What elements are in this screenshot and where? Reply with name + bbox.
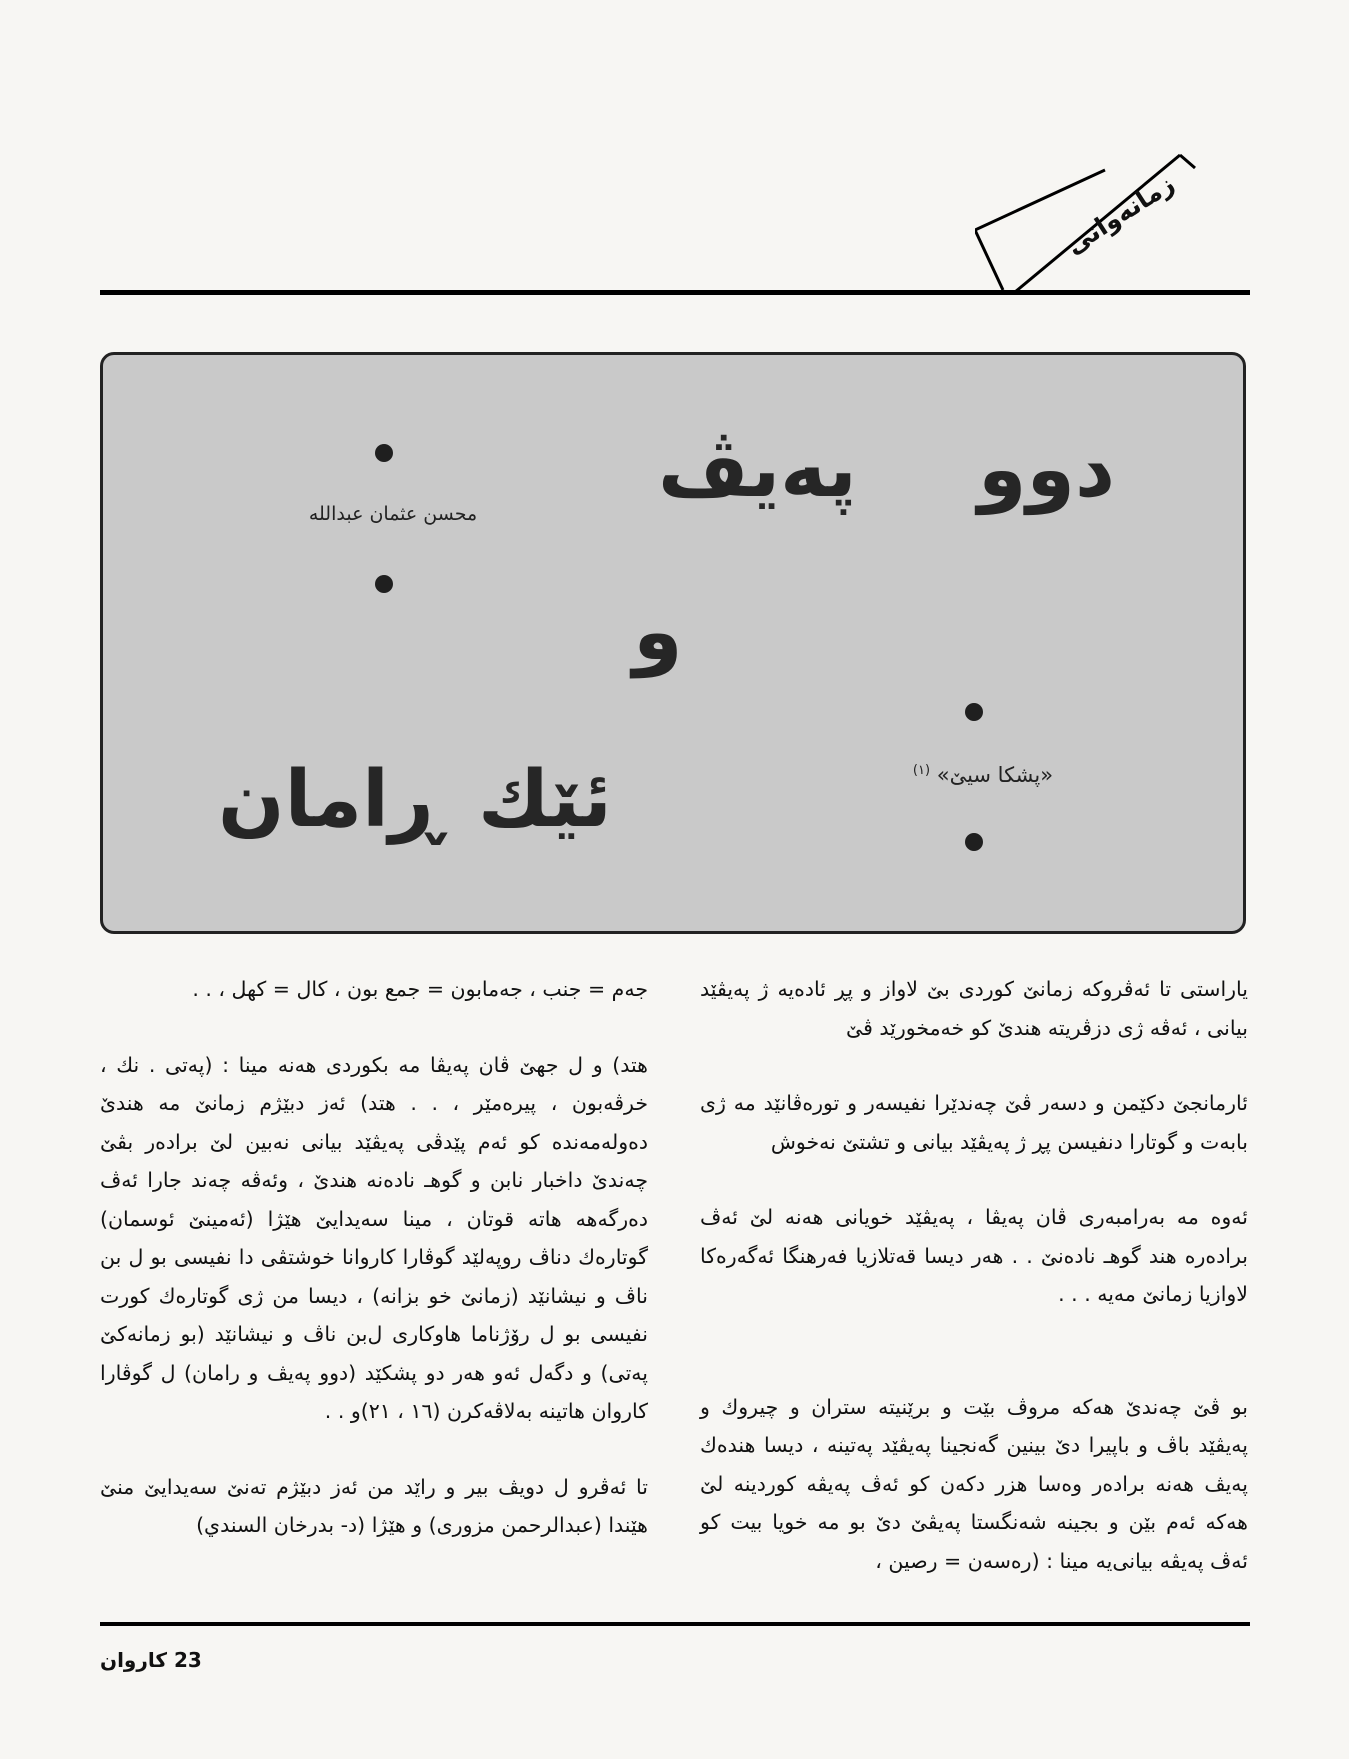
page-number: 23 bbox=[173, 1648, 202, 1672]
title-conjunction: و bbox=[633, 585, 683, 678]
series-part-note bbox=[893, 763, 1073, 787]
title-word-2: پەیڤ bbox=[658, 425, 857, 515]
body-column-left bbox=[100, 970, 648, 1582]
title-word-3: ئێك bbox=[478, 755, 612, 845]
title-word-1: دوو bbox=[978, 425, 1115, 515]
section-tag bbox=[975, 150, 1255, 295]
footnote-mark: (١) bbox=[912, 763, 931, 778]
title-word-4: ڕامان bbox=[218, 755, 443, 845]
section-label: زمانەوانی bbox=[1060, 168, 1180, 261]
bullet-dot bbox=[375, 444, 393, 462]
top-rule bbox=[100, 290, 1250, 295]
paragraph: بو ڤێ چەندێ هەکە مروڤ بێت و برێنیتە ستران و چیروك و پەیڤێد باڤ و باپیرا دێ بینین گەنجینا پەیڤێد پەتینە ، دیسا هندەك پەیڤ هەنە برادەر وەسا هزر دکەن کو ئەڤ پەیڤە کوردینە لێ هەکە ئەم بێن و بجینە شەنگستا پەیڤێ دێ بو مە خویا بیت کو ئەڤ پەیڤە بیانی‌یە مینا : (رەسەن = رصین ، bbox=[700, 1394, 1248, 1573]
bullet-dot bbox=[965, 703, 983, 721]
paragraph: یاراستی تا ئەڤروکە زمانێ کوردی بێ لاواز و پڕ ئادەیە ژ پەیڤێد بیانی ، ئەڤە ژی دزڤریتە هندێ کو خەمخورێد ڤێ bbox=[700, 977, 1248, 1040]
author-name: محسن عثمان عبدالله bbox=[308, 503, 478, 525]
series-part-text: «پشکا سیێ» bbox=[936, 763, 1054, 787]
bottom-rule bbox=[100, 1622, 1250, 1626]
paragraph: هتد) و ل جهێ ڤان پەیڤا مە بکوردی هەنە مینا : (پەتی . نك ، خرڤەبون ، پیرەمێر ، . . هتد) ئەز دبێژم زمانێ مە هندێ دەولەمەندە کو ئەم پێدڤی پەیڤێد بیانی نەبین لێ برادەر بڤێ چەندێ داخبار نابن و گوهـ نادەنە هندێ ، وئەڤە چەند جارا ئەڤ دەرگەهە هاتە قوتان ، مینا سەیدایێ هێژا (ئەمینێ ئوسمان) گوتارەك دناڤ روپەلێد گوڤارا کاروانا خوشتڤی دا نفیسی بو ل بن ناڤ و نیشانێد (زمانێ خو بزانە) ، دیسا من ژی گوتارەك کورت نفیسی بو ل رۆژناما هاوکاری ل‌بن ناڤ و نیشانێد (بو زمانەکێ پەتی) و دگەل ئەو هەر دو پشکێد (دوو پەیڤ و رامان) ل گوڤارا کاروان هاتینە بەلاڤەکرن (١٦ ، ٢١)و . . bbox=[100, 1052, 648, 1423]
paragraph: ئارمانجێ دکێمن و دسەر ڤێ چەندێرا نفیسەر و تورەڤانێد مە ژی بابەت و گوتارا دنفیسن پڕ ژ پەیڤێد بیانی و تشتێ نەخوش bbox=[700, 1091, 1248, 1154]
paragraph: تا ئەڤرو ل دویڤ بیر و راێد من ئەز دبێژم تەنێ سەیدایێ منێ هێندا (عبدالرحمن مزوری) و هێژا (د- بدرخان السندي) bbox=[100, 1474, 648, 1537]
page-footer bbox=[100, 1648, 202, 1672]
title-box bbox=[100, 352, 1246, 934]
bullet-dot bbox=[375, 575, 393, 593]
paragraph: ئەوە مە بەرامبەری ڤان پەیڤا ، پەیڤێد خویانی هەنە لێ ئەڤ برادەرە هند گوهـ نادەنێ . . هەر دیسا قەتلازیا فەرهنگا ئەگەرەکا لاوازیا زمانێ مەیە . . . bbox=[700, 1205, 1248, 1306]
magazine-name: کاروان bbox=[100, 1648, 168, 1672]
bullet-dot bbox=[965, 833, 983, 851]
paragraph: جەم = جنب ، جەمابون = جمع بون ، کال = کهل ، . . bbox=[192, 977, 648, 1001]
body-column-right bbox=[700, 970, 1248, 1617]
